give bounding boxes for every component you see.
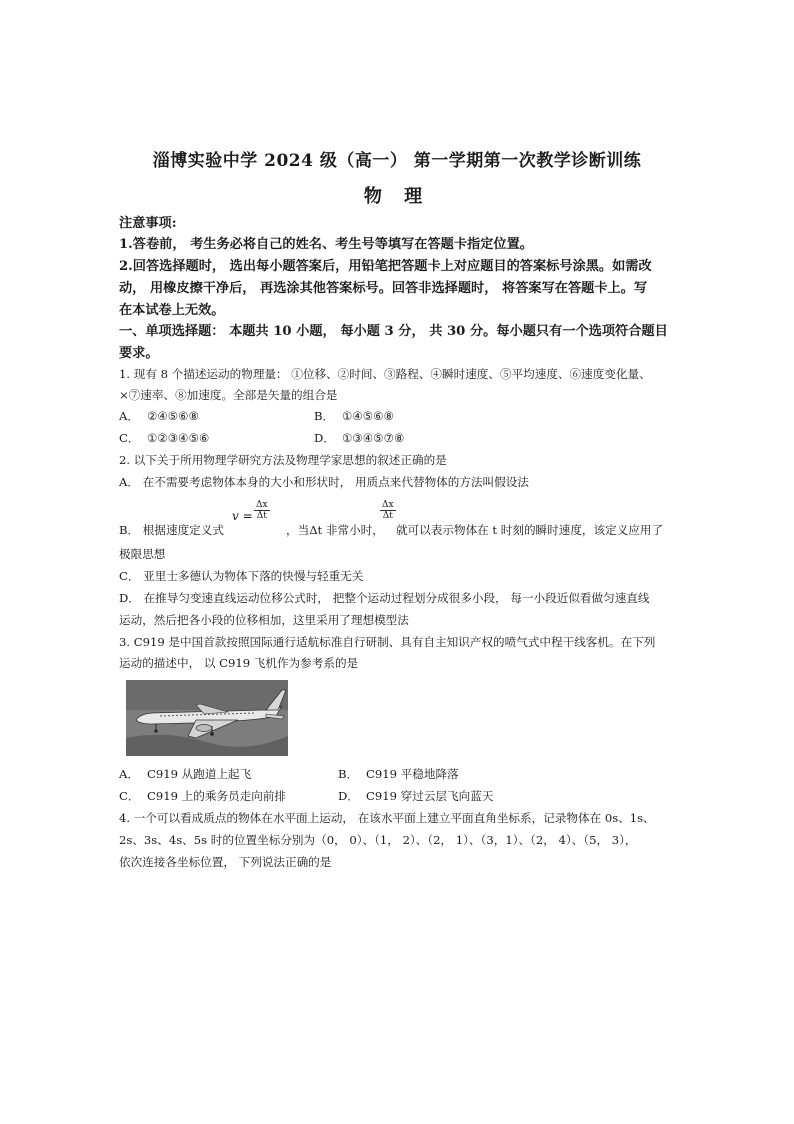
q1-option-c-text: ①②③④⑤⑥ — [147, 431, 210, 445]
fraction-numerator-2: Δx — [382, 500, 394, 510]
q1-stem-line1: 1. 现有 8 个描述运动的物理量： ①位移、②时间、③路程、④瞬时速度、⑤平均速度、⑥速度变化量、 — [119, 367, 651, 381]
q4-stem-line3: 依次连接各坐标位置， 下列说法正确的是 — [119, 855, 332, 869]
q3-option-b-letter: B． — [338, 767, 359, 781]
fraction-numerator: Δx — [256, 500, 268, 510]
q1-option-a-text: ②④⑤⑥⑧ — [147, 409, 199, 423]
q3-option-a — [119, 766, 251, 782]
exam-title: 淄博实验中学 2024 级（高一） 第一学期第一次教学诊断训练 — [152, 151, 642, 171]
q2-option-b-line2: 极限思想 — [119, 547, 166, 561]
q1-stem-line2: ×⑦速率、⑧加速度。全部是矢量的组合是 — [119, 388, 338, 402]
q3-option-d — [338, 788, 493, 804]
notice-item-2-line3: 在本试卷上无效。 — [119, 303, 225, 318]
fraction-denominator: Δt — [256, 511, 267, 521]
q3-option-c — [119, 788, 286, 804]
q3-stem-line2: 运动的描述中， 以 C919 飞机作为参考系的是 — [119, 656, 359, 670]
q3-option-d-text: C919 穿过云层飞向蓝天 — [366, 789, 494, 803]
q1-option-a — [119, 408, 199, 424]
section-heading-line2: 要求。 — [119, 346, 159, 361]
q1-option-a-letter: A． — [119, 409, 139, 423]
fraction-delta-x-over-delta-t-2 — [380, 500, 396, 521]
fraction-delta-x-over-delta-t — [254, 500, 270, 521]
q1-option-d-text: ①③④⑤⑦⑧ — [342, 431, 405, 445]
q3-stem-line1: 3. C919 是中国首款按照国际通行适航标准自行研制、具有自主知识产权的喷气式中程干线客机。在下列 — [119, 635, 656, 649]
q2-option-b-post: 就可以表示物体在 t 时刻的瞬时速度，该定义应用了 — [396, 523, 664, 537]
q2-option-c: C． 亚里士多德认为物体下落的快慢与轻重无关 — [119, 569, 364, 583]
formula-v: v = — [232, 509, 253, 523]
notice-item-2-line2: 动， 用橡皮擦干净后， 再选涂其他答案标号。回答非选择题时， 将答案写在答题卡上。写 — [119, 281, 648, 296]
q3-option-c-text: C919 上的乘务员走向前排 — [147, 789, 287, 803]
q1-option-c — [119, 430, 209, 446]
q4-stem-line1: 4. 一个可以看成质点的物体在水平面上运动， 在该水平面上建立平面直角坐标系，记录物体在 0s、1s、 — [119, 811, 655, 825]
q2-option-b-mid: ，当Δt 非常小时， — [286, 523, 384, 537]
q2-option-b-pre: B． 根据速度定义式 — [119, 523, 224, 537]
notice-item-1: 1.答卷前， 考生务必将自己的姓名、考生号等填写在答题卡指定位置。 — [119, 237, 533, 252]
q2-option-d-line2: 运动，然后把各小段的位移相加，这里采用了理想模型法 — [119, 613, 409, 627]
q2-option-a: A． 在不需要考虑物体本身的大小和形状时， 用质点来代替物体的方法叫假设法 — [119, 475, 529, 489]
subject-title: 物 理 — [363, 186, 431, 207]
q2-option-d-line1: D． 在推导匀变速直线运动位移公式时， 把整个运动过程划分成很多小段， 每一小段近似看做匀速直线 — [119, 591, 650, 605]
q1-option-c-letter: C． — [119, 431, 140, 445]
q3-option-a-text: C919 从跑道上起飞 — [147, 767, 252, 781]
notice-item-2-line1: 2.回答选择题时， 选出每小题答案后，用铅笔把答题卡上对应题目的答案标号涂黑。如需改 — [119, 259, 652, 274]
q3-option-d-letter: D． — [338, 789, 359, 803]
q3-option-c-letter: C． — [119, 789, 140, 803]
q3-option-a-letter: A． — [119, 767, 139, 781]
q3-option-b-text: C919 平稳地降落 — [366, 767, 459, 781]
q2-stem: 2. 以下关于所用物理学研究方法及物理学家思想的叙述正确的是 — [119, 453, 447, 467]
notice-heading: 注意事项: — [119, 216, 177, 231]
q1-option-b-text: ①④⑤⑥⑧ — [342, 409, 394, 423]
fraction-denominator-2: Δt — [382, 511, 393, 521]
c919-airplane-photo — [126, 680, 288, 756]
airplane-icon — [126, 680, 288, 756]
q4-stem-line2: 2s、3s、4s、5s 时的位置坐标分别为（0， 0）、（1， 2）、（2， 1）、（3，1）、（2， 4）、（5， 3）， — [119, 833, 637, 847]
section-heading-line1: 一、单项选择题： 本题共 10 小题， 每小题 3 分， 共 30 分。每小题只有一个选项符合题目 — [119, 324, 668, 339]
q3-option-b — [338, 766, 459, 782]
q1-option-d — [314, 430, 404, 446]
q1-option-b — [314, 408, 394, 424]
q1-option-b-letter: B． — [314, 409, 335, 423]
q1-option-d-letter: D． — [314, 431, 335, 445]
